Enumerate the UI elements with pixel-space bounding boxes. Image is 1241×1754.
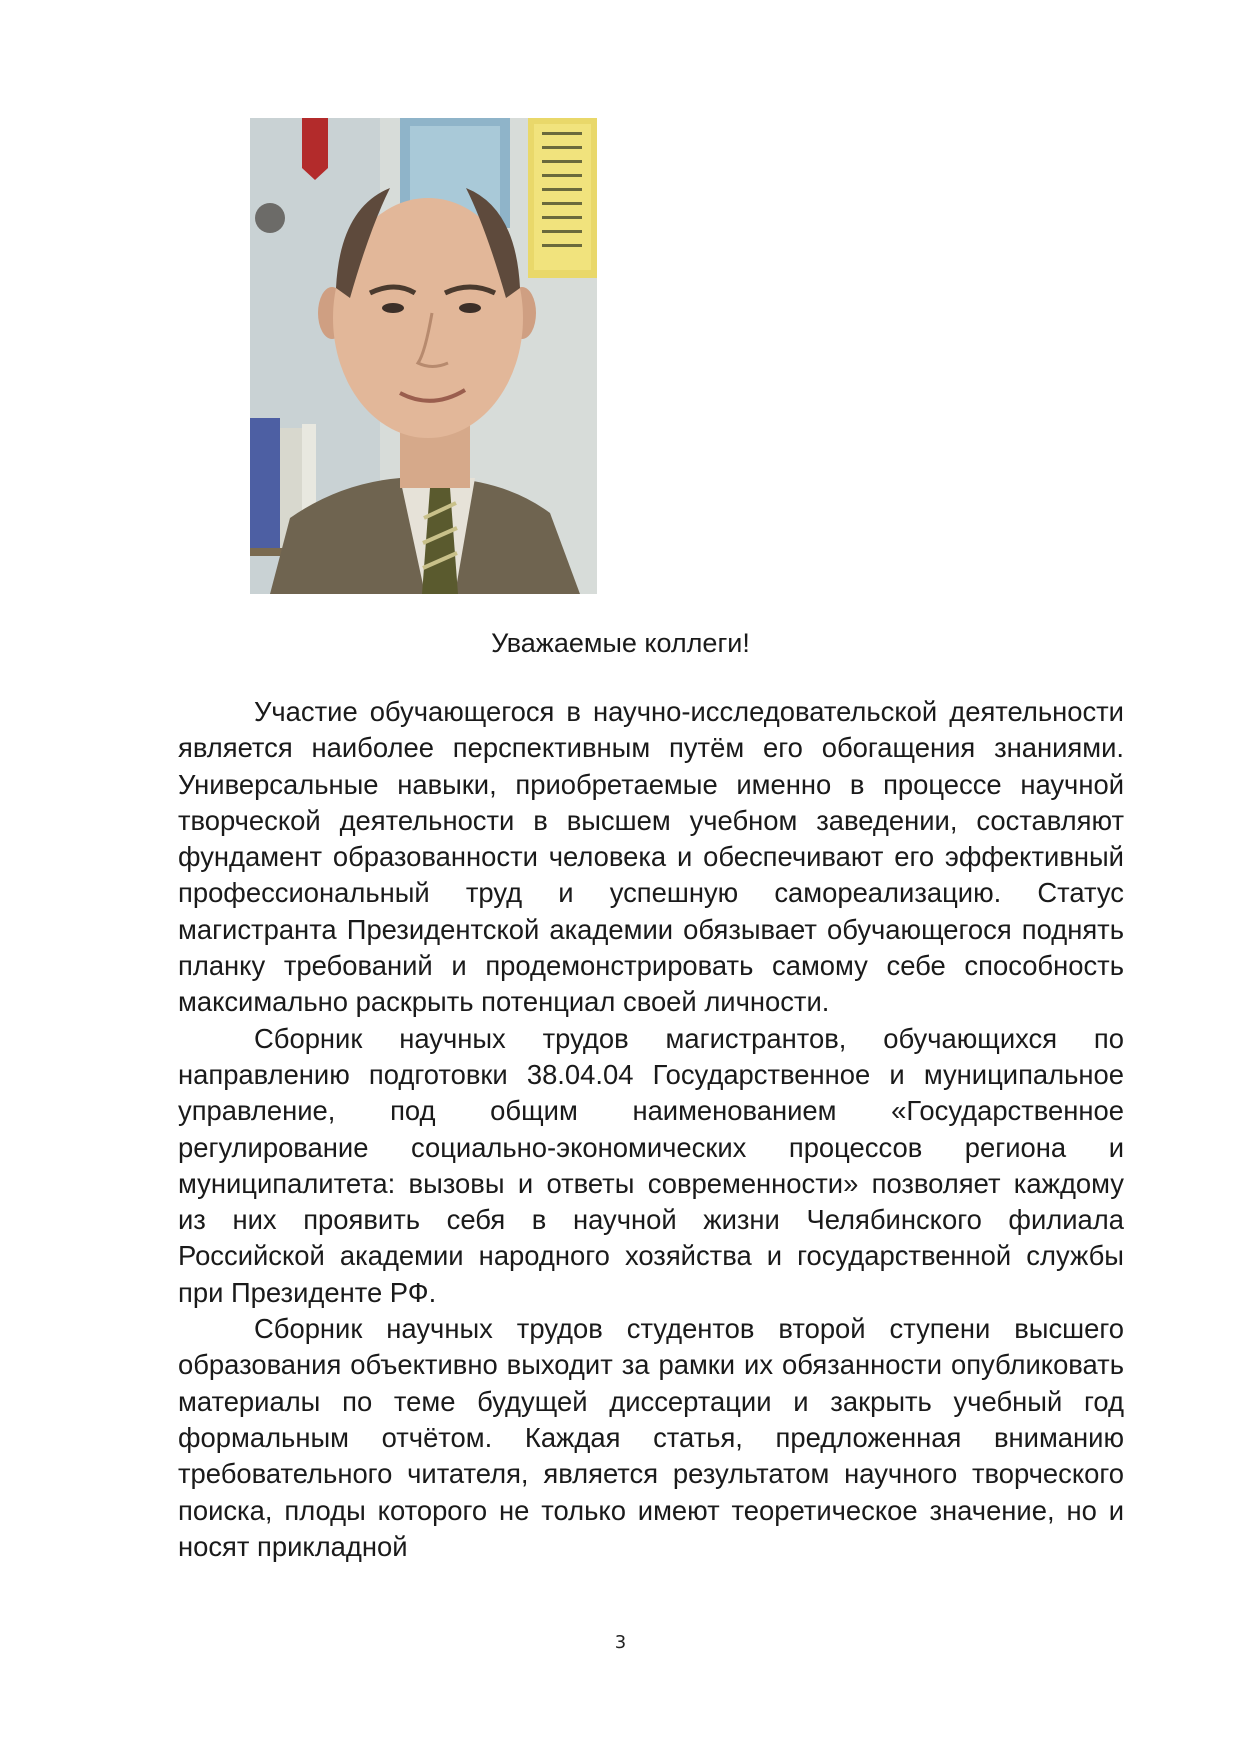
- letter-body: [178, 694, 1124, 1565]
- portrait-illustration: [250, 118, 597, 594]
- page-number: 3: [614, 1632, 627, 1653]
- greeting-heading: Уважаемые коллеги!: [491, 628, 750, 658]
- author-portrait-photo: [250, 118, 597, 594]
- paragraph-2: Сборник научных трудов магистрантов, обучающихся по направлению подготовки 38.04.04 Государственное и муниципальное управление, под общим наименованием «Государственное регулирование социально-экономических процессов региона и муниципалитета: вызовы и ответы современности» позволяет каждому из них проявить себя в научной жизни Челябинского филиала Российской академии народного хозяйства и государственной службы при Президенте РФ.: [178, 1022, 1124, 1308]
- paragraph-3: Сборник научных трудов студентов второй ступени высшего образования объективно выходит за рамки их обязанности опубликовать материалы по теме будущей диссертации и закрыть учебный год формальным отчётом. Каждая статья, предложенная вниманию требовательного читателя, является результатом научного творческого поиска, плоды которого не только имеют теоретическое значение, но и носят прикладной: [178, 1313, 1124, 1562]
- paragraph-1: Участие обучающегося в научно-исследовательской деятельности является наиболее перспективным путём его обогащения знаниями. Универсальные навыки, приобретаемые именно в процессе научной творческой деятельности в высшем учебном заведении, составляют фундамент образованности человека и обеспечивают его эффективный профессиональный труд и успешную самореализацию. Статус магистранта Президентской академии обязывает обучающегося поднять планку требований и продемонстрировать самому себе способность максимально раскрыть потенциал своей личности.: [178, 696, 1124, 1018]
